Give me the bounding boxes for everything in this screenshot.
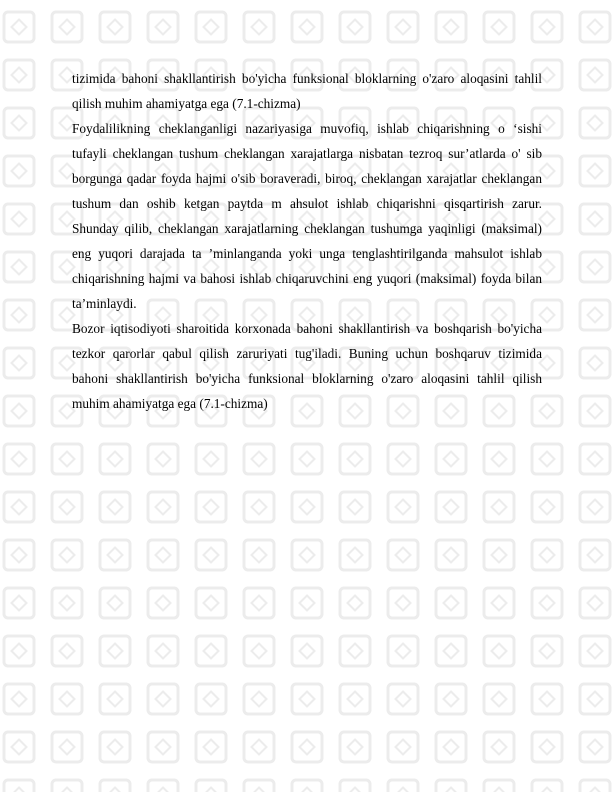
watermark-diamond	[396, 20, 411, 35]
watermark-tile	[4, 252, 34, 282]
watermark-diamond	[300, 692, 315, 707]
watermark-tile	[436, 732, 466, 762]
watermark-diamond	[588, 164, 603, 179]
watermark-diamond	[156, 500, 171, 515]
watermark-diamond	[108, 644, 123, 659]
watermark-tile	[484, 588, 514, 618]
watermark-tile	[292, 540, 322, 570]
watermark-diamond	[252, 452, 267, 467]
watermark-diamond	[588, 308, 603, 323]
watermark-diamond	[300, 500, 315, 515]
watermark-tile	[532, 588, 562, 618]
watermark-tile	[100, 684, 130, 714]
watermark-tile	[484, 732, 514, 762]
watermark-diamond	[12, 356, 27, 371]
watermark-tile	[292, 636, 322, 666]
watermark-tile	[388, 636, 418, 666]
watermark-tile	[196, 492, 226, 522]
watermark-tile	[340, 444, 370, 474]
watermark-diamond	[396, 596, 411, 611]
watermark-tile	[292, 12, 322, 42]
watermark-tile	[580, 540, 610, 570]
watermark-diamond	[156, 740, 171, 755]
watermark-diamond	[60, 644, 75, 659]
watermark-diamond	[108, 596, 123, 611]
watermark-tile	[292, 444, 322, 474]
watermark-tile	[100, 636, 130, 666]
watermark-tile	[580, 780, 610, 792]
watermark-tile	[580, 732, 610, 762]
watermark-tile	[580, 204, 610, 234]
watermark-tile	[340, 492, 370, 522]
watermark-tile	[580, 636, 610, 666]
watermark-tile	[532, 780, 562, 792]
watermark-diamond	[204, 788, 219, 792]
watermark-diamond	[12, 404, 27, 419]
watermark-diamond	[540, 644, 555, 659]
watermark-tile	[388, 732, 418, 762]
watermark-diamond	[252, 548, 267, 563]
watermark-diamond	[492, 500, 507, 515]
watermark-tile	[244, 636, 274, 666]
watermark-diamond	[588, 692, 603, 707]
watermark-diamond	[60, 692, 75, 707]
watermark-diamond	[588, 596, 603, 611]
watermark-tile	[244, 684, 274, 714]
watermark-tile	[148, 636, 178, 666]
watermark-tile	[340, 588, 370, 618]
watermark-tile	[388, 444, 418, 474]
watermark-tile	[100, 444, 130, 474]
watermark-diamond	[12, 20, 27, 35]
watermark-diamond	[348, 452, 363, 467]
watermark-tile	[4, 396, 34, 426]
watermark-diamond	[60, 740, 75, 755]
watermark-tile	[148, 492, 178, 522]
watermark-diamond	[108, 500, 123, 515]
watermark-tile	[532, 636, 562, 666]
watermark-tile	[4, 156, 34, 186]
watermark-tile	[436, 492, 466, 522]
watermark-diamond	[204, 548, 219, 563]
watermark-diamond	[348, 500, 363, 515]
watermark-diamond	[156, 20, 171, 35]
watermark-diamond	[492, 596, 507, 611]
watermark-diamond	[252, 740, 267, 755]
watermark-tile	[4, 300, 34, 330]
watermark-diamond	[540, 20, 555, 35]
watermark-diamond	[60, 788, 75, 792]
watermark-diamond	[396, 644, 411, 659]
watermark-diamond	[492, 692, 507, 707]
watermark-tile	[580, 60, 610, 90]
watermark-tile	[196, 780, 226, 792]
watermark-diamond	[588, 68, 603, 83]
watermark-diamond	[156, 644, 171, 659]
watermark-diamond	[588, 788, 603, 792]
watermark-tile	[436, 684, 466, 714]
watermark-diamond	[348, 548, 363, 563]
watermark-diamond	[492, 644, 507, 659]
watermark-tile	[196, 732, 226, 762]
watermark-diamond	[588, 500, 603, 515]
watermark-diamond	[156, 692, 171, 707]
watermark-diamond	[12, 788, 27, 792]
watermark-tile	[4, 444, 34, 474]
watermark-diamond	[300, 548, 315, 563]
watermark-tile	[4, 348, 34, 378]
watermark-tile	[100, 780, 130, 792]
watermark-tile	[532, 492, 562, 522]
watermark-tile	[580, 300, 610, 330]
watermark-tile	[484, 540, 514, 570]
watermark-diamond	[252, 788, 267, 792]
watermark-diamond	[60, 548, 75, 563]
watermark-diamond	[492, 548, 507, 563]
watermark-tile	[532, 444, 562, 474]
watermark-diamond	[588, 644, 603, 659]
watermark-tile	[52, 588, 82, 618]
watermark-diamond	[588, 452, 603, 467]
watermark-diamond	[588, 260, 603, 275]
watermark-diamond	[396, 788, 411, 792]
watermark-diamond	[12, 212, 27, 227]
watermark-tile	[4, 636, 34, 666]
watermark-tile	[292, 780, 322, 792]
watermark-tile	[580, 588, 610, 618]
watermark-diamond	[12, 500, 27, 515]
document-body	[72, 66, 542, 416]
watermark-diamond	[492, 740, 507, 755]
watermark-diamond	[348, 740, 363, 755]
watermark-tile	[148, 12, 178, 42]
watermark-diamond	[156, 596, 171, 611]
watermark-tile	[244, 732, 274, 762]
watermark-diamond	[204, 740, 219, 755]
watermark-tile	[52, 684, 82, 714]
watermark-tile	[148, 684, 178, 714]
watermark-diamond	[12, 260, 27, 275]
watermark-tile	[340, 732, 370, 762]
watermark-diamond	[12, 644, 27, 659]
watermark-tile	[148, 540, 178, 570]
watermark-tile	[484, 444, 514, 474]
watermark-tile	[244, 588, 274, 618]
watermark-tile	[340, 684, 370, 714]
watermark-tile	[4, 204, 34, 234]
watermark-tile	[196, 636, 226, 666]
paragraph-3: Bozor iqtisodiyoti sharoitida korxonada bahoni shakllantirish va boshqarish bo'yicha tezkor qarorlar qabul qilish zaruriyati tug'iladi. Buning uchun boshqaruv tizimida bahoni shakllantirish bo'yicha funksional bloklarning o'zaro aloqasini tahlil qilish muhim ahamiyatga ega (7.1-chizma)	[72, 321, 542, 411]
watermark-tile	[388, 492, 418, 522]
watermark-tile	[388, 588, 418, 618]
watermark-tile	[4, 540, 34, 570]
watermark-diamond	[492, 788, 507, 792]
watermark-diamond	[12, 164, 27, 179]
watermark-diamond	[540, 788, 555, 792]
watermark-tile	[340, 12, 370, 42]
watermark-diamond	[204, 500, 219, 515]
watermark-tile	[436, 588, 466, 618]
watermark-tile	[340, 540, 370, 570]
watermark-tile	[196, 684, 226, 714]
watermark-diamond	[444, 20, 459, 35]
watermark-tile	[100, 732, 130, 762]
watermark-diamond	[108, 740, 123, 755]
watermark-diamond	[444, 548, 459, 563]
watermark-diamond	[12, 308, 27, 323]
watermark-diamond	[108, 452, 123, 467]
watermark-diamond	[540, 548, 555, 563]
watermark-diamond	[108, 20, 123, 35]
watermark-tile	[436, 540, 466, 570]
watermark-tile	[580, 444, 610, 474]
watermark-diamond	[540, 452, 555, 467]
watermark-tile	[340, 636, 370, 666]
watermark-tile	[436, 780, 466, 792]
watermark-tile	[100, 492, 130, 522]
watermark-tile	[580, 684, 610, 714]
watermark-tile	[484, 636, 514, 666]
watermark-tile	[196, 444, 226, 474]
watermark-diamond	[204, 452, 219, 467]
watermark-diamond	[60, 452, 75, 467]
watermark-diamond	[540, 692, 555, 707]
watermark-tile	[196, 12, 226, 42]
watermark-diamond	[588, 548, 603, 563]
watermark-tile	[580, 156, 610, 186]
watermark-diamond	[12, 68, 27, 83]
watermark-tile	[532, 684, 562, 714]
watermark-diamond	[204, 692, 219, 707]
watermark-tile	[580, 108, 610, 138]
watermark-tile	[244, 540, 274, 570]
watermark-tile	[4, 108, 34, 138]
watermark-diamond	[204, 596, 219, 611]
watermark-tile	[532, 732, 562, 762]
watermark-tile	[484, 492, 514, 522]
watermark-diamond	[204, 644, 219, 659]
watermark-tile	[244, 780, 274, 792]
watermark-diamond	[300, 20, 315, 35]
watermark-tile	[100, 540, 130, 570]
watermark-diamond	[156, 452, 171, 467]
watermark-diamond	[252, 20, 267, 35]
watermark-diamond	[12, 692, 27, 707]
watermark-diamond	[348, 692, 363, 707]
watermark-tile	[148, 732, 178, 762]
watermark-diamond	[540, 596, 555, 611]
watermark-diamond	[588, 212, 603, 227]
watermark-diamond	[300, 452, 315, 467]
watermark-tile	[52, 444, 82, 474]
watermark-diamond	[12, 116, 27, 131]
watermark-tile	[292, 684, 322, 714]
watermark-tile	[4, 588, 34, 618]
watermark-diamond	[444, 596, 459, 611]
watermark-tile	[436, 444, 466, 474]
watermark-diamond	[156, 548, 171, 563]
watermark-tile	[532, 540, 562, 570]
watermark-tile	[52, 636, 82, 666]
watermark-diamond	[300, 740, 315, 755]
watermark-diamond	[252, 500, 267, 515]
watermark-diamond	[444, 788, 459, 792]
watermark-diamond	[252, 596, 267, 611]
watermark-diamond	[348, 644, 363, 659]
watermark-diamond	[108, 788, 123, 792]
watermark-diamond	[444, 692, 459, 707]
watermark-diamond	[588, 356, 603, 371]
watermark-diamond	[444, 500, 459, 515]
watermark-diamond	[396, 692, 411, 707]
watermark-tile	[148, 588, 178, 618]
watermark-tile	[484, 12, 514, 42]
watermark-diamond	[300, 596, 315, 611]
watermark-tile	[52, 12, 82, 42]
watermark-tile	[580, 492, 610, 522]
watermark-diamond	[396, 452, 411, 467]
watermark-diamond	[348, 788, 363, 792]
watermark-tile	[532, 12, 562, 42]
watermark-diamond	[60, 500, 75, 515]
watermark-diamond	[588, 20, 603, 35]
watermark-diamond	[108, 692, 123, 707]
watermark-tile	[4, 492, 34, 522]
watermark-tile	[292, 492, 322, 522]
watermark-diamond	[108, 548, 123, 563]
watermark-tile	[52, 732, 82, 762]
watermark-tile	[4, 732, 34, 762]
watermark-diamond	[156, 788, 171, 792]
watermark-tile	[52, 780, 82, 792]
watermark-diamond	[60, 596, 75, 611]
watermark-tile	[388, 12, 418, 42]
watermark-tile	[4, 780, 34, 792]
watermark-diamond	[12, 596, 27, 611]
watermark-tile	[388, 540, 418, 570]
watermark-tile	[580, 348, 610, 378]
watermark-tile	[4, 60, 34, 90]
watermark-diamond	[12, 548, 27, 563]
paragraph-2: Foydalilikning cheklanganligi nazariyasiga muvofiq, ishlab chiqarishning o ‘sishi tufayli cheklangan tushum cheklangan xarajatlarga nisbatan tezroq sur’atlarda o' sib borgunga qadar foyda hajmi o'sib boraveradi, biroq, cheklangan xarajatlar cheklangan tushum dan oshib ketgan paytda m ahsulot ishlab chiqarishni qisqartirish zarur. Shunday qilib, cheklangan xarajatlarning cheklangan tushumga yaqinligi (maksimal) eng yuqori darajada ta ’minlanganda yoki unga tenglashtirilganda mahsulot ishlab chiqarishning hajmi va bahosi ishlab chiqaruvchini eng yuqori (maksimal) foyda bilan ta’minlaydi.	[72, 121, 542, 311]
watermark-diamond	[444, 452, 459, 467]
watermark-diamond	[588, 404, 603, 419]
watermark-tile	[100, 12, 130, 42]
watermark-diamond	[348, 20, 363, 35]
watermark-diamond	[396, 740, 411, 755]
watermark-diamond	[300, 788, 315, 792]
watermark-tile	[148, 780, 178, 792]
watermark-tile	[340, 780, 370, 792]
watermark-tile	[436, 636, 466, 666]
watermark-diamond	[396, 548, 411, 563]
watermark-diamond	[12, 452, 27, 467]
watermark-tile	[436, 12, 466, 42]
watermark-tile	[4, 12, 34, 42]
watermark-diamond	[444, 644, 459, 659]
watermark-tile	[196, 588, 226, 618]
watermark-tile	[388, 684, 418, 714]
watermark-tile	[292, 732, 322, 762]
watermark-tile	[580, 252, 610, 282]
watermark-tile	[4, 684, 34, 714]
watermark-diamond	[540, 500, 555, 515]
watermark-diamond	[60, 20, 75, 35]
watermark-diamond	[300, 644, 315, 659]
watermark-diamond	[444, 740, 459, 755]
watermark-tile	[484, 780, 514, 792]
watermark-tile	[244, 444, 274, 474]
watermark-tile	[580, 12, 610, 42]
watermark-diamond	[492, 452, 507, 467]
watermark-tile	[244, 492, 274, 522]
watermark-tile	[292, 588, 322, 618]
watermark-tile	[148, 444, 178, 474]
watermark-diamond	[252, 692, 267, 707]
watermark-diamond	[252, 644, 267, 659]
watermark-diamond	[588, 740, 603, 755]
watermark-tile	[580, 396, 610, 426]
watermark-diamond	[12, 740, 27, 755]
watermark-tile	[52, 492, 82, 522]
watermark-tile	[100, 588, 130, 618]
watermark-diamond	[348, 596, 363, 611]
watermark-diamond	[588, 116, 603, 131]
watermark-tile	[244, 12, 274, 42]
watermark-tile	[52, 540, 82, 570]
watermark-diamond	[204, 20, 219, 35]
paragraph-1: tizimida bahoni shakllantirish bo'yicha funksional bloklarning o'zaro aloqasini tahlil qilish muhim ahamiyatga ega (7.1-chizma)	[72, 71, 542, 111]
watermark-diamond	[492, 20, 507, 35]
watermark-diamond	[396, 500, 411, 515]
watermark-tile	[484, 684, 514, 714]
watermark-tile	[196, 540, 226, 570]
watermark-diamond	[540, 740, 555, 755]
watermark-tile	[388, 780, 418, 792]
